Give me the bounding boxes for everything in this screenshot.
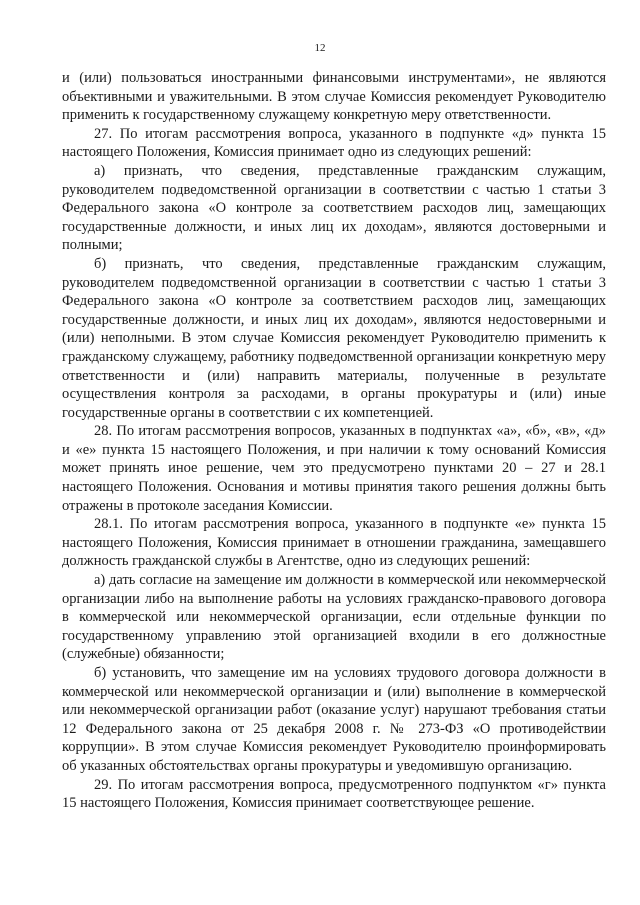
paragraph-clause-27-a: а) признать, что сведения, представленные гражданским служащим, руководителем подведомственной организации в соответствии с частью 1 статьи 3 Федерального закона «О контроле за соответствием расходов лиц, замещающих государственные должности, и иных лиц их доходам», являются достоверными и полными; bbox=[62, 162, 606, 254]
paragraph-continuation: и (или) пользоваться иностранными финансовыми инструментами», не являются объективными и уважительными. В этом случае Комиссия рекомендует Руководителю применить к государственному служащему конкретную меру ответственности. bbox=[62, 70, 606, 124]
paragraph-clause-28-1-a: а) дать согласие на замещение им должности в коммерческой или некоммерческой организации либо на выполнение работы на условиях гражданско-правового договора в коммерческой или некоммерческой организации, если отдельные функции по государственному управлению этой организацией входили в его должностные (служебные) обязанности; bbox=[62, 572, 606, 663]
paragraph-clause-28-1-b: б) установить, что замещение им на условиях трудового договора должности в коммерческой или некоммерческой организации и (или) выполнение в коммерческой или некоммерческой организации работ (оказание услуг) нарушают требования статьи 12 Федерального закона от 25 декабря 2008 г. № 273-ФЗ «О противодействии коррупции». В этом случае Комиссия рекомендует Руководителю проинформировать об указанных обстоятельствах органы прокуратуры и уведомившую организацию. bbox=[62, 665, 606, 774]
page-number: 12 bbox=[314, 42, 326, 54]
paragraph-clause-28-1: 28.1. По итогам рассмотрения вопроса, указанного в подпункте «е» пункта 15 настоящего Положения, Комиссия принимает в отношении гражданина, замещавшего должность гражданской службы в Агентстве, одно из следующих решений: bbox=[62, 516, 606, 570]
document-body bbox=[62, 69, 606, 813]
paragraph-clause-27-b: б) признать, что сведения, представленные гражданским служащим, руководителем подведомственной организации в соответствии с частью 1 статьи 3 Федерального закона «О контроле за соответствием расходов лиц, замещающих государственные должности, и иных лиц их доходам», являются недостоверными и (или) неполными. В этом случае Комиссия рекомендует Руководителю применить к гражданскому служащему, работнику подведомственной организации конкретную меру ответственности и (или) направить материалы, полученные в результате осуществления контроля за расходами, в органы прокуратуры и (или) иные государственные органы в соответствии с их компетенцией. bbox=[62, 255, 606, 421]
paragraph-clause-29: 29. По итогам рассмотрения вопроса, предусмотренного подпунктом «г» пункта 15 настоящего Положения, Комиссия принимает соответствующее решение. bbox=[62, 776, 606, 812]
paragraph-clause-28: 28. По итогам рассмотрения вопросов, указанных в подпунктах «а», «б», «в», «д» и «е» пункта 15 настоящего Положения, и при наличии к тому оснований Комиссия может принять иное решение, чем это предусмотрено пунктами 20 – 27 и 28.1 настоящего Положения. Основания и мотивы принятия такого решения должны быть отражены в протоколе заседания Комиссии. bbox=[62, 423, 606, 514]
paragraph-clause-27: 27. По итогам рассмотрения вопроса, указанного в подпункте «д» пункта 15 настоящего Положения, Комиссия принимает одно из следующих решений: bbox=[62, 125, 606, 161]
